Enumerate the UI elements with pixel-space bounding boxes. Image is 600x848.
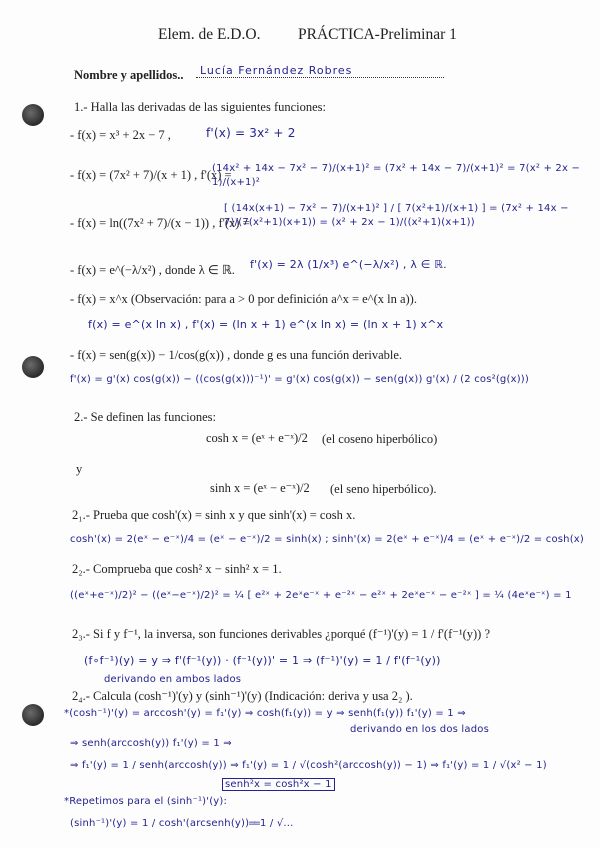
p4-tail: = 1 / √... — [248, 818, 294, 829]
s1-item6-statement: - f(x) = sen(g(x)) − 1/cos(g(x)) , donde g es una función derivable. — [70, 348, 403, 362]
p4-line4: *Repetimos para el (sinh⁻¹)'(y): — [64, 796, 228, 807]
p3-statement: 2₃.- Si f y f⁻¹, la inversa, son funciones derivables ¿porqué (f⁻¹)'(y) = 1 / f'(f⁻¹(y)) ? — [72, 627, 490, 641]
course-title: Elem. de E.D.O. — [158, 26, 261, 43]
s1-item4-statement: - f(x) = e^(−λ/x²) , donde λ ∈ ℝ. — [70, 263, 235, 277]
s1-item5-answer: f(x) = e^(x ln x) , f'(x) = (ln x + 1) e^(x ln x) = (ln x + 1) x^x — [88, 318, 444, 331]
p4-line5: (sinh⁻¹)'(y) = 1 / cosh'(arcsenh(y)) = — [70, 818, 262, 829]
s1-item2-answer: (14x² + 14x − 7x² − 7)/(x+1)² = (7x² + 14x − 7)/(x+1)² = 7(x² + 2x − 1)/(x+1)² — [212, 163, 581, 188]
s1-item4-answer: f'(x) = 2λ (1/x³) e^(−λ/x²) , λ ∈ ℝ. — [250, 258, 447, 271]
p4-line2: ⇒ senh(arccosh(y)) f₁'(y) = 1 ⇒ — [70, 738, 232, 749]
student-name: Lucía Fernández Robres — [200, 64, 353, 77]
practice-title: PRÁCTICA-Preliminar 1 — [298, 26, 457, 43]
s1-item1-statement: - f(x) = x³ + 2x − 7 , — [70, 128, 171, 142]
name-dotted-line — [196, 77, 444, 78]
binder-hole-bottom — [22, 704, 44, 726]
name-label: Nombre y apellidos.. — [74, 68, 184, 82]
y-connector: y — [76, 462, 83, 476]
s1-item6-answer: f'(x) = g'(x) cos(g(x)) − ((cos(g(x)))⁻¹)' = g'(x) cos(g(x)) − sen(g(x)) g'(x) / (2 cos²(g(x))) — [70, 374, 530, 385]
p3-note: derivando en ambos lados — [104, 674, 242, 685]
binder-hole-top — [22, 104, 44, 126]
s1-item5-statement: - f(x) = x^x (Observación: para a > 0 por definición a^x = e^(x ln a)). — [70, 292, 417, 306]
p2-statement: 2₂.- Comprueba que cosh² x − sinh² x = 1. — [72, 562, 282, 576]
p2-answer: ((eˣ+e⁻ˣ)/2)² − ((eˣ−e⁻ˣ)/2)² = ¼ [ e²ˣ + 2eˣe⁻ˣ + e⁻²ˣ − e²ˣ + 2eˣe⁻ˣ − e⁻²ˣ ] = ¼ (4eˣe⁻ˣ) = 1 — [70, 590, 572, 601]
cosh-definition: cosh x = (eˣ + e⁻ˣ)/2 — [206, 431, 308, 445]
p4-note1: derivando en los dos lados — [350, 724, 490, 735]
sinh-definition: sinh x = (eˣ − e⁻ˣ)/2 — [210, 481, 310, 495]
p4-statement: 2₄.- Calcula (cosh⁻¹)'(y) y (sinh⁻¹)'(y) (Indicación: deriva y usa 2₂ ). — [72, 689, 413, 703]
p1-answer: cosh'(x) = 2(eˣ − e⁻ˣ)/4 = (eˣ − e⁻ˣ)/2 = sinh(x) ; sinh'(x) = 2(eˣ + e⁻ˣ)/4 = (eˣ + e⁻ˣ)/2 = cosh(x) — [70, 534, 585, 545]
p4-line1: *(cosh⁻¹)'(y) = arccosh'(y) = f₁'(y) ⇒ cosh(f₁(y)) = y ⇒ senh(f₁(y)) f₁'(y) = 1 ⇒ — [64, 708, 466, 719]
binder-hole-middle — [22, 356, 44, 378]
sinh-note: (el seno hiperbólico). — [330, 482, 437, 496]
section1-heading: 1.- Halla las derivadas de las siguientes funciones: — [74, 100, 327, 114]
p4-identity-box: senh²x = cosh²x − 1 — [222, 778, 335, 791]
cosh-note: (el coseno hiperbólico) — [322, 432, 438, 446]
section2-heading: 2.- Se definen las funciones: — [74, 410, 216, 424]
s1-item2-statement: - f(x) = (7x² + 7)/(x + 1) , f'(x) = — [70, 168, 232, 182]
s1-item3-answer: [ (14x(x+1) − 7x² − 7)/(x+1)² ] / [ 7(x²+1)/(x+1) ] = (7x² + 14x − 7)/(7(x²+1)(x+1)) = (x² + 2x − 1)/((x²+1)(x+1)) — [224, 203, 569, 228]
p3-answer: (f∘f⁻¹)(y) = y ⇒ f'(f⁻¹(y)) · (f⁻¹(y))' = 1 ⇒ (f⁻¹)'(y) = 1 / f'(f⁻¹(y)) — [84, 654, 441, 667]
p4-line3: ⇒ f₁'(y) = 1 / senh(arccosh(y)) ⇒ f₁'(y) = 1 / √(cosh²(arccosh(y)) − 1) ⇒ f₁'(y) = 1 / √(x² − 1) — [70, 760, 547, 771]
s1-item3-statement: - f(x) = ln((7x² + 7)/(x − 1)) , f'(x) = — [70, 216, 250, 230]
s1-item1-answer: f'(x) = 3x² + 2 — [206, 126, 296, 140]
p1-statement: 2₁.- Prueba que cosh'(x) = sinh x y que sinh'(x) = cosh x. — [72, 508, 356, 522]
